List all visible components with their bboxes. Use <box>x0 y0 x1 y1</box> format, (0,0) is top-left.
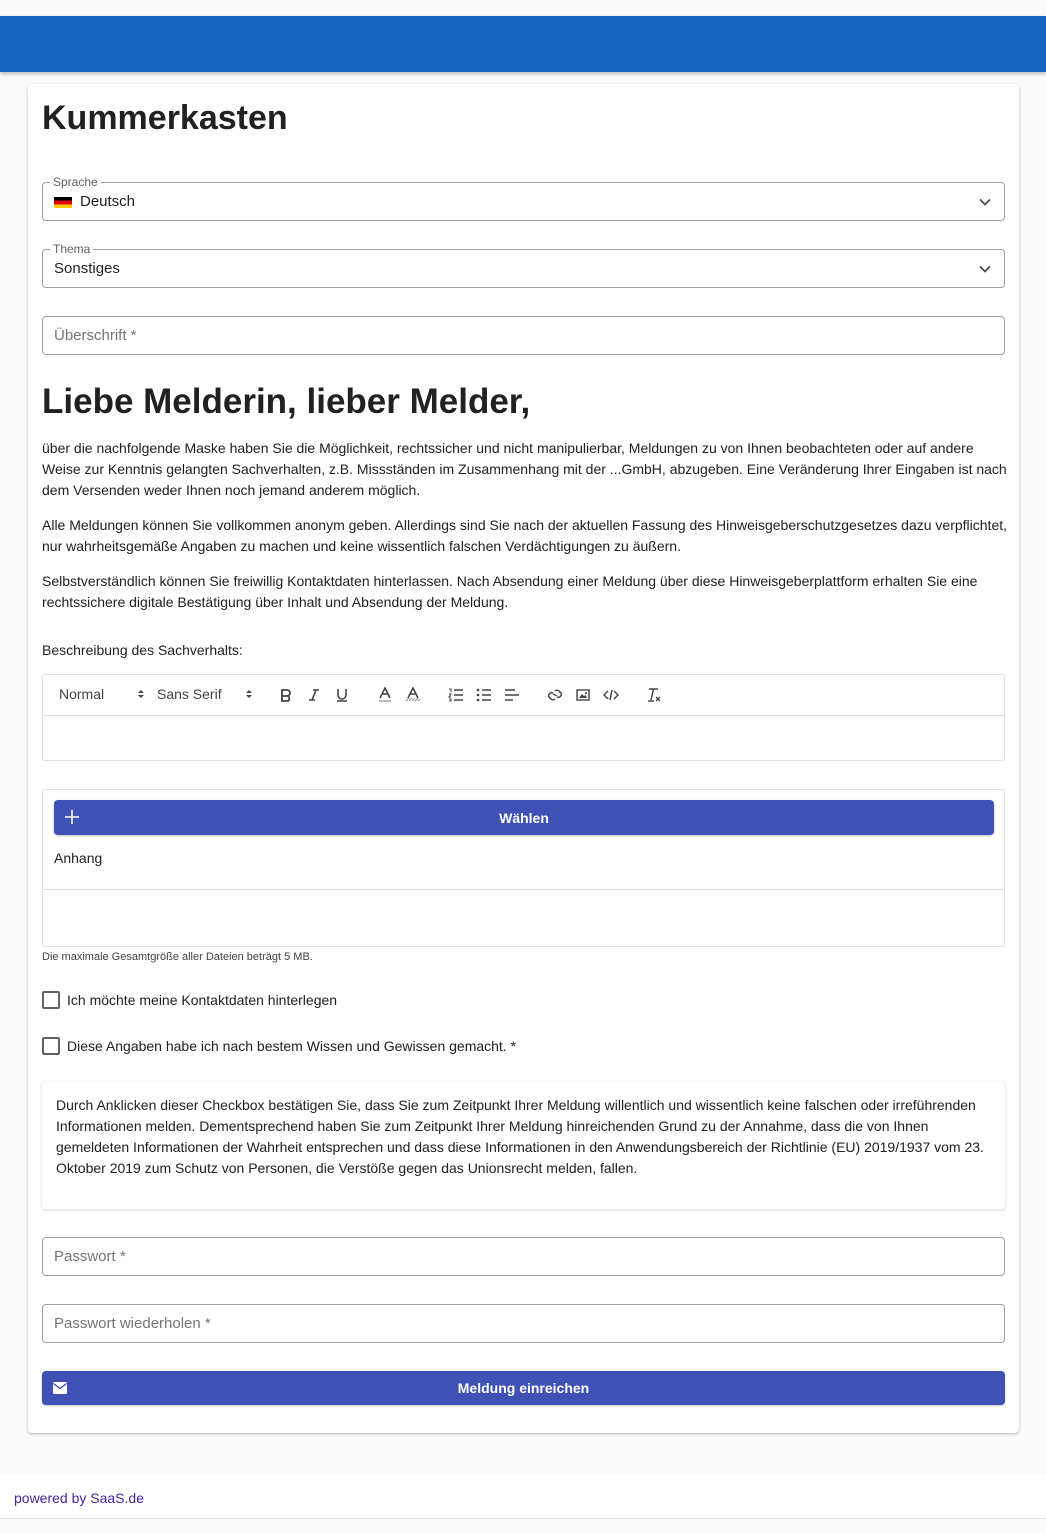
text-color-icon <box>377 687 393 703</box>
password-placeholder: Passwort * <box>54 1248 126 1265</box>
code-icon <box>603 688 619 702</box>
password-repeat-placeholder: Passwort wiederholen * <box>54 1315 211 1332</box>
bold-icon <box>279 688 293 702</box>
topic-label: Thema <box>50 241 93 257</box>
topic-value: Sonstiges <box>54 260 120 277</box>
font-family-value: Sans Serif <box>157 686 222 702</box>
image-button[interactable] <box>573 686 593 704</box>
chevron-down-icon <box>978 262 992 276</box>
truth-confirmation-label: Diese Angaben habe ich nach bestem Wissen und Gewissen gemacht. * <box>67 1038 517 1054</box>
headline-placeholder: Überschrift * <box>54 327 137 344</box>
intro-paragraph-1: über die nachfolgende Maske haben Sie die Möglichkeit, rechtssicher und nicht manipulierbar, Meldungen zu von Ihnen beobachteten oder auf andere Weise zur Kenntnis gelangten Sachverhalten, z.B. Missständen im Zusammenhang mit der ...GmbH, abzugeben. Eine Veränderung Ihrer Eingaben ist nach dem Versenden weder Ihnen noch jemand anderem möglich. <box>42 440 1007 498</box>
background-color-button[interactable] <box>403 686 423 704</box>
code-block-button[interactable] <box>601 686 621 704</box>
intro-paragraph-3: Selbstverständlich können Sie freiwillig Kontaktdaten hinterlassen. Nach Absendung einer Meldung über diese Hinweisgeberplattform erhalten Sie eine rechtssichere digitale Bestätigung über Inhalt und Absendung der Meldung. <box>42 573 978 610</box>
chevron-down-icon <box>978 195 992 209</box>
editor-toolbar <box>43 675 1004 716</box>
text-color-button[interactable] <box>375 686 395 704</box>
link-button[interactable] <box>545 686 565 704</box>
app-bar <box>0 16 1046 72</box>
link-icon <box>547 688 563 702</box>
ordered-list-icon <box>448 688 464 702</box>
bold-button[interactable] <box>276 686 296 704</box>
description-editor <box>42 674 1005 761</box>
clear-format-icon <box>646 687 662 703</box>
truth-confirmation-checkbox[interactable] <box>42 1037 60 1055</box>
envelope-icon <box>53 1382 67 1394</box>
language-value <box>54 193 135 211</box>
description-label: Beschreibung des Sachverhalts: <box>42 642 243 658</box>
truth-confirmation-checkbox-row[interactable] <box>42 1037 516 1055</box>
select-arrows-icon <box>245 688 253 700</box>
powered-by-link[interactable]: powered by SaaS.de <box>14 1490 144 1506</box>
confirmation-notice <box>42 1082 1005 1209</box>
attachment-upload <box>42 789 1005 947</box>
submit-report-button[interactable] <box>42 1371 1005 1405</box>
align-button[interactable] <box>502 686 522 704</box>
confirmation-notice-text: Durch Anklicken dieser Checkbox bestätigen Sie, dass Sie zum Zeitpunkt Ihrer Meldung willentlich und wissentlich keine falschen oder irreführenden Informationen melden. Dementsprechend haben Sie zum Zeitpunkt Ihrer Meldung hinreichenden Grund zu der Annahme, dass die von Ihnen gemeldeten Informationen der Wahrheit entsprechen und dass diese Informationen in den Anwendungsbereich der Richtlinie (EU) 2019/1937 vom 23. Oktober 2019 zum Schutz von Personen, die Verstöße gegen das Unionsrecht melden, fallen. <box>56 1097 984 1176</box>
intro-paragraph-2: Alle Meldungen können Sie vollkommen anonym geben. Allerdings sind Sie nach der aktuellen Fassung des Hinweisgeberschutzgesetzes dazu verpflichtet, nur wahrheitsgemäße Angaben zu machen und keine wissentlich falschen Verdächtigungen zu äußern. <box>42 517 1008 554</box>
ordered-list-button[interactable] <box>446 686 466 704</box>
contact-data-checkbox[interactable] <box>42 991 60 1009</box>
font-size-select[interactable] <box>59 685 149 703</box>
underline-button[interactable] <box>332 686 352 704</box>
language-value-text: Deutsch <box>80 193 136 210</box>
choose-file-label: Wählen <box>499 809 549 826</box>
image-icon <box>576 688 590 702</box>
editor-content-area[interactable] <box>43 716 1004 760</box>
underline-icon <box>335 688 349 702</box>
headline-input[interactable] <box>42 316 1005 355</box>
page-title: Kummerkasten <box>42 99 288 137</box>
align-left-icon <box>504 688 520 702</box>
italic-icon <box>307 688 321 702</box>
form-card <box>28 84 1019 1433</box>
topic-select[interactable] <box>42 242 1005 288</box>
bullet-list-icon <box>476 688 492 702</box>
file-drop-area[interactable] <box>43 890 1004 946</box>
font-size-value: Normal <box>59 686 105 702</box>
bullet-list-button[interactable] <box>474 686 494 704</box>
language-label: Sprache <box>50 174 101 190</box>
contact-data-label: Ich möchte meine Kontaktdaten hinterlegen <box>67 992 338 1008</box>
submit-report-label: Meldung einreichen <box>457 1380 590 1396</box>
intro-heading: Liebe Melderin, lieber Melder, <box>42 382 531 421</box>
background-color-icon <box>405 687 421 703</box>
language-select[interactable] <box>42 175 1005 221</box>
password-repeat-input[interactable] <box>42 1304 1005 1343</box>
italic-button[interactable] <box>304 686 324 704</box>
contact-data-checkbox-row[interactable] <box>42 991 337 1009</box>
password-input[interactable] <box>42 1237 1005 1276</box>
choose-file-button[interactable] <box>54 800 994 835</box>
font-family-select[interactable] <box>157 685 255 703</box>
file-size-hint: Die maximale Gesamtgröße aller Dateien beträgt 5 MB. <box>42 951 313 963</box>
german-flag-icon <box>54 197 72 208</box>
select-arrows-icon <box>137 688 145 700</box>
attachment-title: Anhang <box>54 850 103 866</box>
plus-icon <box>64 809 80 825</box>
footer <box>0 1475 1046 1519</box>
clear-format-button[interactable] <box>644 686 664 704</box>
